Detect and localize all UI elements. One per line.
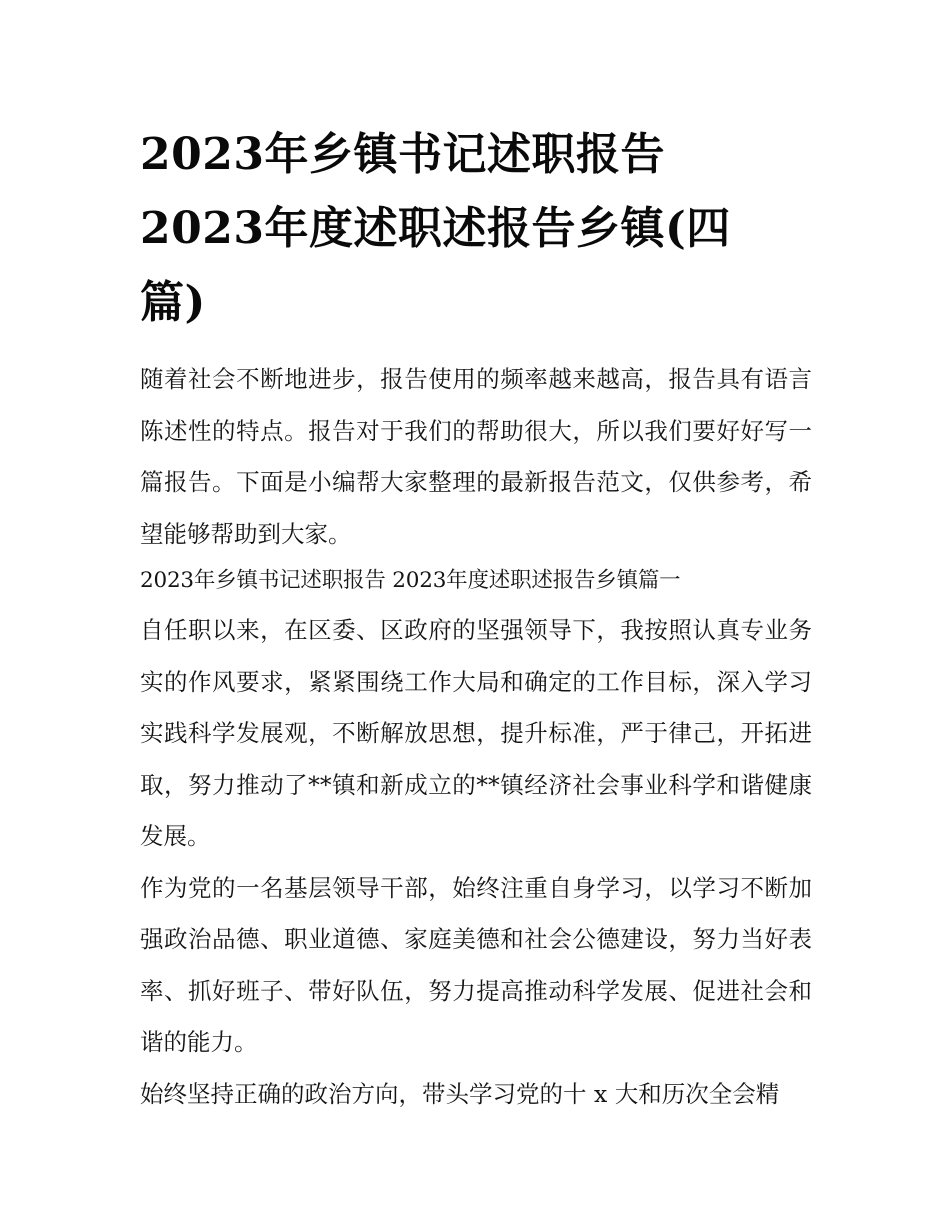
document-title xyxy=(140,118,812,340)
body-paragraph-1: 自任职以来，在区委、区政府的坚强领导下，我按照认真专业务实的作风要求，紧紧围绕工作大局和确定的工作目标，深入学习实践科学发展观，不断解放思想，提升标准，严于律己，开拓进取，努力推动了**镇和新成立的**镇经济社会事业科学和谐健康发展。 xyxy=(140,616,812,850)
body-paragraph-3: 始终坚持正确的政治方向，带头学习党的十 x 大和历次全会精 xyxy=(140,1079,780,1108)
document-content xyxy=(140,118,812,1120)
title-line-3: 篇) xyxy=(140,277,206,328)
intro-paragraph: 随着社会不断地进步，报告使用的频率越来越高，报告具有语言陈述性的特点。报告对于我们的帮助很大，所以我们要好好写一篇报告。下面是小编帮大家整理的最新报告范文，仅供参考，希望能够帮助到大家。 xyxy=(140,365,812,548)
body-paragraph-2: 作为党的一名基层领导干部，始终注重自身学习，以学习不断加强政治品德、职业道德、家庭美德和社会公德建设，努力当好表率、抓好班子、带好队伍，努力提高推动科学发展、促进社会和谐的能力。 xyxy=(140,873,812,1056)
section-heading: 2023年乡镇书记述职报告 2023年度述职述报告乡镇篇一 xyxy=(140,568,681,593)
title-line-1: 2023年乡镇书记述职报告 xyxy=(140,129,665,180)
title-line-2: 2023年度述职述报告乡镇(四 xyxy=(140,203,731,254)
